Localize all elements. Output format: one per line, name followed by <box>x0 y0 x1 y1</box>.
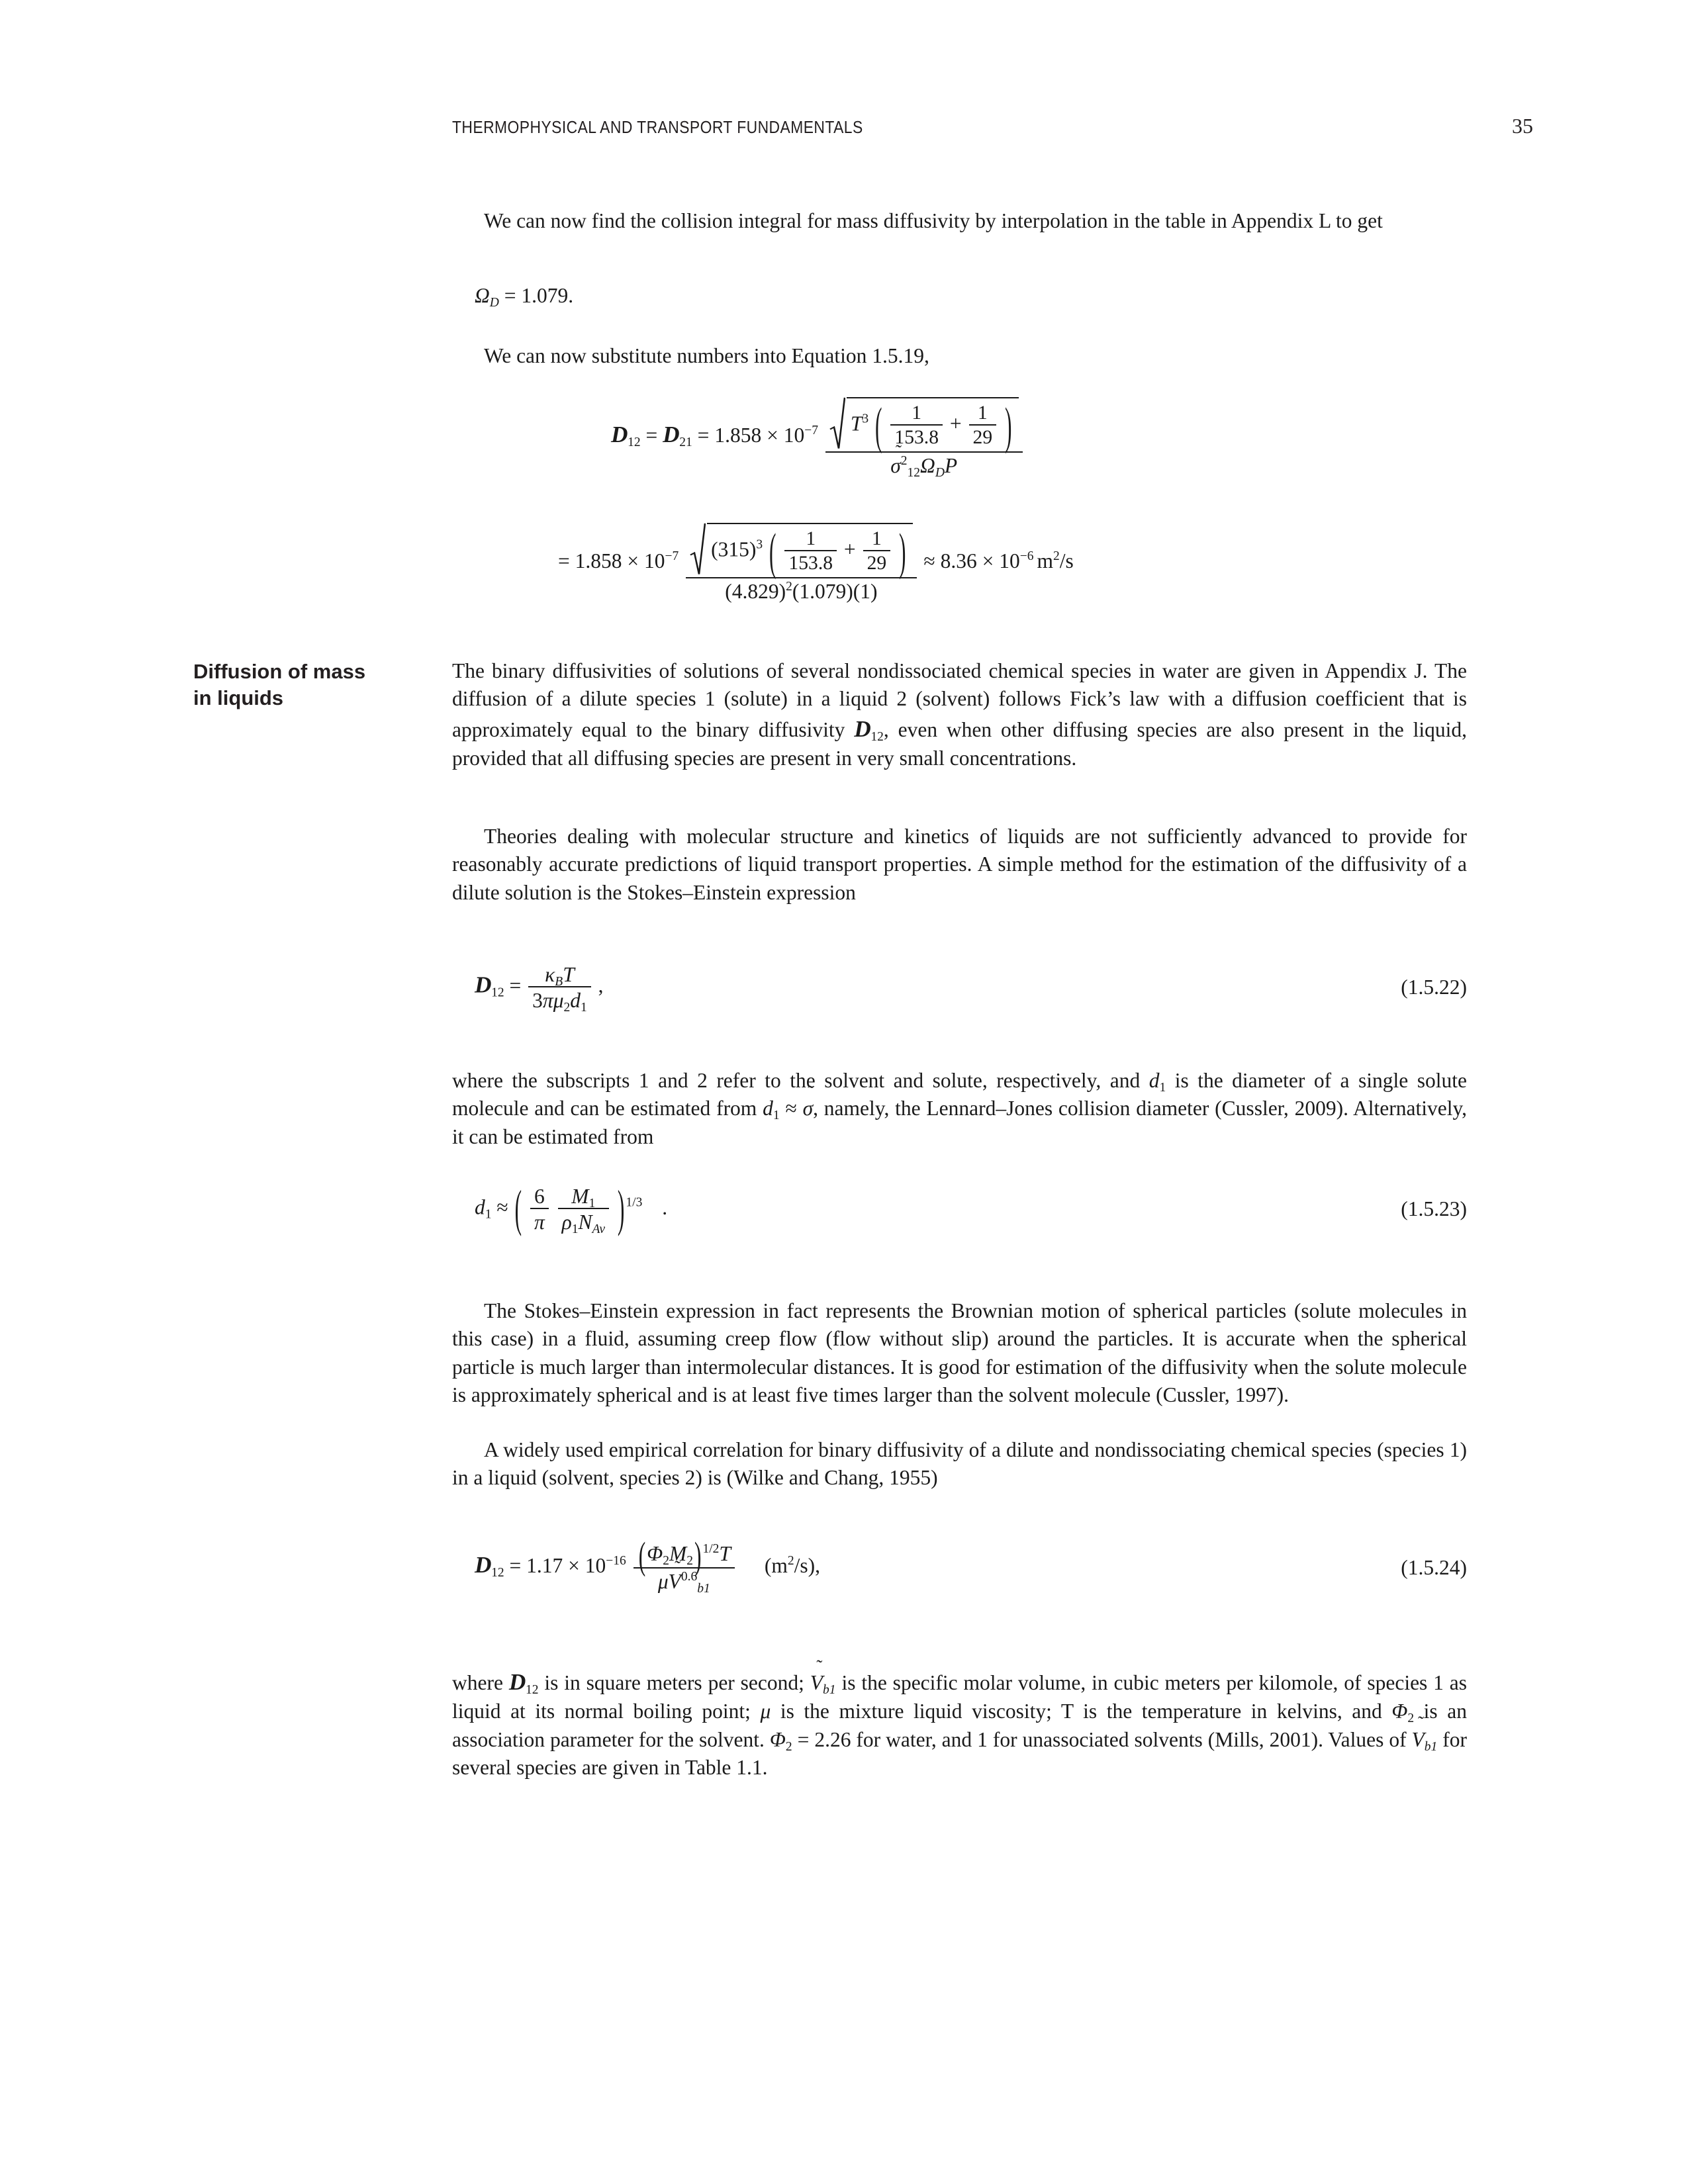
main-fraction-numerator <box>825 396 1023 454</box>
wc-volume-tilde <box>669 1570 681 1593</box>
subscripts-paragraph-block <box>452 1067 1467 1151</box>
coefficient-1858-b: 1.858 <box>575 549 622 573</box>
margin-heading <box>193 659 432 712</box>
radical-sign-icon <box>829 397 845 449</box>
omega-equation <box>452 283 1467 308</box>
binary-paragraph-tail: , even when other diffusing species are also present in the liquid, provided that all diffusing species are present in very small concentrations. <box>452 717 1467 770</box>
base-10-2: 10 <box>644 549 665 573</box>
wc-equals: = <box>509 1554 522 1578</box>
se-comma: , <box>598 974 604 997</box>
mass-fraction-2-den: 29 <box>969 424 997 449</box>
script-d-symbol: D <box>611 422 628 448</box>
radicand-symbolic <box>847 396 1019 454</box>
times-sign-1: × <box>767 424 778 447</box>
wilke-chang-equation <box>452 1534 820 1596</box>
inline-mu: μ <box>760 1700 771 1723</box>
se-equals: = <box>509 974 522 997</box>
binary-paragraph-block <box>452 657 1467 773</box>
diameter-equation <box>452 1180 668 1238</box>
six-over-pi-fraction <box>530 1185 549 1234</box>
wc-units-close: s), <box>800 1554 820 1578</box>
subscripts-paragraph <box>452 1067 1467 1151</box>
where-text-7: for several species are given in Table 1.1. <box>452 1727 1468 1780</box>
omega-symbol-den: Ω <box>920 454 935 478</box>
density-sub: 1 <box>571 1222 579 1237</box>
numeric-fraction-denominator <box>686 577 916 603</box>
inline-sigma-tilde <box>803 1095 814 1122</box>
sigma-tilde-wrapper <box>890 454 901 477</box>
diameter-equation-row <box>452 1180 1467 1238</box>
omega-punct: . <box>568 284 574 307</box>
exponent-minus7: −7 <box>804 423 818 437</box>
base-10-1: 10 <box>783 424 805 447</box>
sigma-symbol: σ <box>890 454 901 478</box>
inline-approx: ≈ <box>785 1097 797 1120</box>
main-fraction-numeric <box>686 523 916 604</box>
six-over-pi-num: 6 <box>534 1185 545 1208</box>
wc-power: 1/2 <box>702 1541 720 1556</box>
pressure-symbol: P <box>944 454 958 478</box>
inline-molar-volume-2: V <box>1411 1727 1425 1751</box>
times-sign-2: × <box>627 549 639 573</box>
mass-fraction-1-den-b: 153.8 <box>784 550 837 574</box>
diffusivity-equation-line2-block <box>452 523 1467 604</box>
inline-script-d-1: D <box>854 715 871 742</box>
molar-mass-sub: 1 <box>588 1196 596 1210</box>
inline-molar-volume-2-sub: b1 <box>1424 1739 1438 1754</box>
se-fraction <box>528 963 591 1013</box>
wc-temperature: T <box>719 1542 731 1565</box>
subscripts-text-1: where the subscripts 1 and 2 refer to the solvent and solute, respectively, and <box>452 1069 1141 1092</box>
equation-number-1522: (1.5.22) <box>1401 976 1467 999</box>
se-temperature: T <box>563 963 575 986</box>
result-unit-meter: m <box>1037 549 1054 573</box>
inline-script-d-2: D <box>508 1669 526 1695</box>
left-paren-symbolic: ( <box>875 396 882 454</box>
mass-fraction-1-num-b: 1 <box>806 528 816 549</box>
inline-molar-volume-1-sub: b1 <box>823 1682 836 1697</box>
inline-d1-sub: 1 <box>1159 1080 1166 1095</box>
sigma-subscript: 12 <box>907 466 921 480</box>
inline-phi-1: Φ <box>1391 1700 1408 1723</box>
se-mu-sub: 2 <box>563 1001 571 1015</box>
radicand-numeric <box>707 522 912 580</box>
result-unit-slash: / <box>1059 549 1066 573</box>
where-text-6: = 2.26 for water, and 1 for unassociated solvents (Mills, 2001). Values of <box>797 1727 1407 1751</box>
wilke-chang-equation-block <box>452 1534 1467 1596</box>
running-head-title: THERMOPHYSICAL AND TRANSPORT FUNDAMENTALS <box>452 117 863 137</box>
right-paren-numeric: ) <box>899 522 906 580</box>
inline-molar-volume-1: V <box>810 1671 823 1694</box>
inline-script-d-2-sub: 12 <box>525 1682 539 1697</box>
association-parameter: Φ <box>647 1542 663 1565</box>
omega-symbol: Ω <box>475 284 490 307</box>
where-text-2: is in square meters per second; <box>544 1671 804 1694</box>
density-symbol: ρ <box>561 1210 572 1234</box>
avogadro-symbol: N <box>578 1210 592 1234</box>
se-diameter-sub: 1 <box>581 1001 587 1015</box>
nomenclature-paragraph-block <box>452 1666 1467 1782</box>
mass-fraction-2-numeric <box>863 528 891 574</box>
equals-1: = <box>645 424 658 447</box>
equals-3: = <box>558 549 570 573</box>
se-script-d-sub: 12 <box>491 985 504 1000</box>
mass-fraction-2-num: 1 <box>977 402 988 424</box>
avogadro-sub: Av <box>592 1222 606 1237</box>
mass-fraction-1-numeric <box>784 528 837 574</box>
mass-fraction-1 <box>890 402 943 449</box>
equation-number-1524: (1.5.24) <box>1401 1555 1467 1579</box>
page-number: 35 <box>1512 114 1533 138</box>
wc-volume-sub: b1 <box>697 1582 710 1596</box>
result-unit-second: s <box>1065 549 1074 573</box>
six-over-pi-den: π <box>530 1208 549 1234</box>
substitute-paragraph: We can now substitute numbers into Equation 1.5.19, <box>484 344 929 367</box>
stokes-einstein-equation-block <box>452 963 1467 1013</box>
brownian-paragraph: The Stokes–Einstein expression in fact represents the Brownian motion of spherical particles (solute molecules in this case) in a fluid, assuming creep flow (flow without slip) around the particles. It is accurate when the spherical particle is much larger than intermolecular distances. It is good for estimation of the diffusivity when the solute molecule is approximately spherical and is at least five times larger than the solvent molecule (Cussler, 1997). <box>452 1299 1467 1407</box>
wc-volume-exponent: 0.6 <box>680 1570 698 1584</box>
diffusivity-equation-line1 <box>452 397 1467 478</box>
theories-paragraph-block <box>452 823 1467 907</box>
wc-base-10: 10 <box>585 1554 606 1578</box>
se-three: 3 <box>532 989 543 1013</box>
wc-fraction <box>633 1534 735 1596</box>
diameter-approx: ≈ <box>496 1195 508 1219</box>
inline-script-d-1-sub: 12 <box>870 729 884 744</box>
square-root-symbolic <box>829 396 1019 454</box>
substitute-paragraph-block <box>452 342 1467 370</box>
stokes-einstein-equation <box>452 963 604 1013</box>
subscripts-text-2: is the diameter of a single solute molecule and can be estimated from <box>452 1069 1467 1120</box>
where-text-3: is the specific molar volume, in cubic meters per kilomole, of species 1 as liquid at its normal boiling point; <box>452 1671 1468 1723</box>
exponent-minus7-b: −7 <box>665 549 679 563</box>
inline-phi-2-sub: 2 <box>785 1739 792 1754</box>
molar-mass-num <box>558 1185 609 1208</box>
inline-phi-2: Φ <box>769 1727 786 1751</box>
omega-subscript: D <box>489 295 499 310</box>
right-paren-symbolic: ) <box>1005 396 1012 454</box>
wc-molar-mass-sub: 2 <box>686 1553 693 1568</box>
temperature-exponent: 3 <box>862 412 869 426</box>
diameter-right-paren: ) <box>617 1180 625 1238</box>
diameter-equation-block <box>452 1180 1467 1238</box>
result-unit-exponent: 2 <box>1053 549 1060 563</box>
boltzmann-kappa: κ <box>545 963 555 986</box>
intro-paragraph-block <box>452 207 1467 235</box>
radical-sign-icon-2 <box>690 523 706 574</box>
wc-right-paren: ) <box>694 1534 702 1577</box>
inline-d1-b: d <box>763 1097 773 1120</box>
diameter-left-paren: ( <box>514 1180 522 1238</box>
wc-molar-mass: M <box>669 1542 687 1565</box>
where-text-1: where <box>452 1671 503 1694</box>
result-exponent: −6 <box>1019 549 1034 563</box>
sigma-numeric-exponent: 2 <box>786 580 792 594</box>
wc-script-d-sub: 12 <box>491 1565 504 1580</box>
approx-sign: ≈ <box>923 549 935 573</box>
wilke-chang-row <box>452 1534 1467 1596</box>
diameter-power: 1/3 <box>626 1195 643 1210</box>
wc-molar-volume: V <box>668 1570 681 1594</box>
inline-v-tilde-2 <box>1412 1726 1425 1754</box>
inline-d1-b-sub: 1 <box>773 1109 780 1123</box>
mass-fraction-2-num-b: 1 <box>871 528 882 549</box>
wc-script-d: D <box>475 1552 492 1578</box>
mass-fraction-2-den-b: 29 <box>863 550 891 574</box>
omega-relation: = <box>504 284 516 307</box>
wc-units-slash: / <box>794 1554 800 1578</box>
times-sign-3: × <box>982 549 994 573</box>
main-fraction-symbolic <box>825 397 1023 478</box>
wc-left-paren: ( <box>638 1534 646 1577</box>
mass-fraction-2 <box>969 402 997 449</box>
omega-numeric: (1.079) <box>792 580 853 604</box>
se-numerator <box>528 963 591 989</box>
plus-sign-1: + <box>949 412 962 435</box>
molar-mass-den <box>558 1208 609 1237</box>
left-paren-numeric: ( <box>769 522 776 580</box>
omega-equation-block <box>452 283 1467 308</box>
numeric-fraction-numerator <box>686 522 916 580</box>
coefficient-1858: 1.858 <box>714 424 762 447</box>
intro-paragraph: We can now find the collision integral for mass diffusivity by interpolation in the table in Appendix L to get <box>484 209 1383 232</box>
margin-heading-line2: in liquids <box>193 686 284 710</box>
plus-sign-2: + <box>843 537 856 561</box>
wc-viscosity: μ <box>657 1570 669 1594</box>
where-text-4: is the mixture liquid viscosity; T is the temperature in kelvins, and <box>780 1700 1382 1723</box>
binary-paragraph-text: The binary diffusivities of solutions of several nondissociated chemical species in water are given in Appendix J. The diffusion of a dilute species 1 (solute) in a liquid 2 (solvent) follows Fick’s law with a diffusion coefficient that is approximately equal to the binary diffusivity <box>452 659 1467 741</box>
empirical-paragraph-block <box>452 1436 1467 1492</box>
running-head <box>452 114 1533 138</box>
wc-coefficient: 1.17 <box>526 1554 563 1578</box>
script-d-subscript-12: 12 <box>628 435 641 449</box>
inline-v-tilde-1 <box>810 1669 823 1697</box>
molar-mass-fraction <box>558 1185 609 1237</box>
mass-fraction-1-den: 153.8 <box>890 424 943 449</box>
diffusivity-equation-line2 <box>452 523 1467 604</box>
temperature-symbol: T <box>850 412 863 435</box>
brownian-paragraph-block <box>452 1297 1467 1409</box>
theories-paragraph: Theories dealing with molecular structure and kinetics of liquids are not sufficiently advanced to provide for reasonably accurate predictions of liquid transport properties. A simple method for the estimation of the diffusivity of a dilute solution is the Stokes–Einstein expression <box>452 825 1467 904</box>
equation-number-1523: (1.5.23) <box>1401 1197 1467 1221</box>
se-pi: π <box>542 989 553 1013</box>
diameter-lhs-sub: 1 <box>485 1207 492 1222</box>
result-base-10: 10 <box>999 549 1020 573</box>
nomenclature-paragraph <box>452 1666 1467 1782</box>
inline-sigma: σ <box>802 1097 814 1120</box>
stokes-einstein-row <box>452 963 1467 1013</box>
empirical-paragraph: A widely used empirical correlation for binary diffusivity of a dilute and nondissociating chemical species (species 1) in a liquid (solvent, species 2) is (Wilke and Chang, 1955) <box>452 1438 1467 1490</box>
result-coefficient: 8.36 <box>940 549 977 573</box>
omega-subscript-den: D <box>935 466 945 480</box>
sigma-exponent: 2 <box>900 454 908 469</box>
se-script-d: D <box>475 972 492 998</box>
main-fraction-denominator <box>825 451 1023 480</box>
subscripts-text-3: , namely, the Lennard–Jones collision diameter (Cussler, 2009). Alternatively, it can be estimated from <box>452 1097 1468 1148</box>
equals-2: = <box>697 424 710 447</box>
pressure-numeric: (1) <box>853 580 878 604</box>
omega-value: 1.079 <box>521 284 569 307</box>
script-d-subscript-21: 21 <box>679 435 692 449</box>
molar-mass-symbol: M <box>571 1185 589 1208</box>
temperature-value: (315) <box>711 537 757 561</box>
diameter-lhs: d <box>475 1195 485 1219</box>
se-diameter: d <box>570 989 581 1013</box>
inline-d1: d <box>1149 1069 1160 1092</box>
mass-fraction-1-num: 1 <box>912 402 922 424</box>
association-parameter-sub: 2 <box>663 1553 669 1568</box>
wc-times: × <box>568 1554 580 1578</box>
boltzmann-kappa-sub: B <box>555 974 563 989</box>
diameter-period: . <box>662 1195 668 1219</box>
wc-exponent: −16 <box>606 1553 626 1568</box>
sigma-numeric: (4.829) <box>725 580 786 604</box>
square-root-numeric <box>690 522 912 580</box>
wc-units-open: (m <box>764 1554 788 1578</box>
margin-heading-line1: Diffusion of mass <box>193 660 366 683</box>
wc-denominator <box>633 1567 735 1596</box>
temperature-value-exponent: 3 <box>756 537 763 552</box>
script-d-symbol-2: D <box>663 422 680 448</box>
diffusivity-equation-line1-block <box>452 397 1467 478</box>
binary-paragraph <box>452 657 1467 773</box>
inline-phi-1-sub: 2 <box>1407 1711 1415 1726</box>
wc-units-exponent: 2 <box>787 1553 794 1568</box>
se-denominator <box>528 986 591 1015</box>
where-text-5: is an association parameter for the solvent. <box>452 1700 1467 1751</box>
se-mu: μ <box>553 989 564 1013</box>
